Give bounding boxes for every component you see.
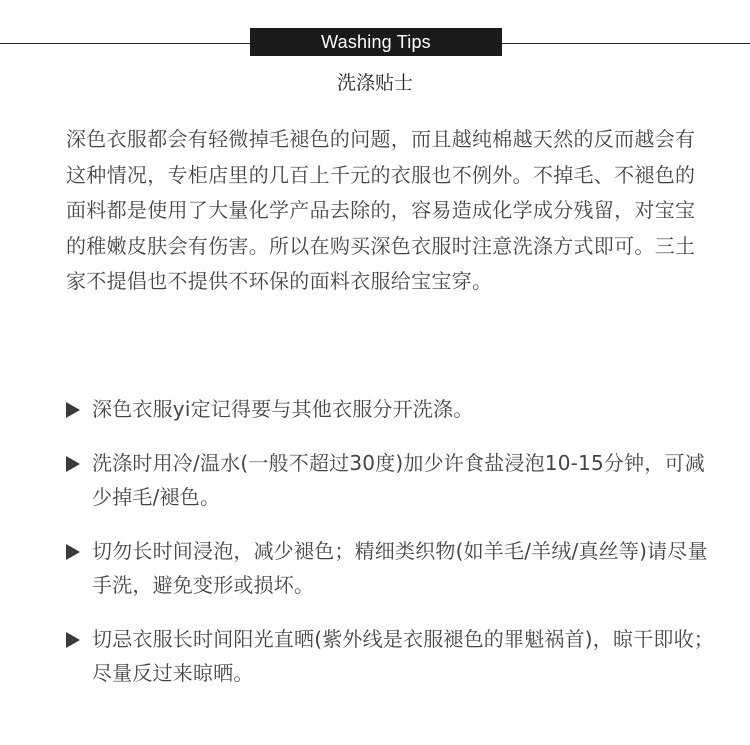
tip-item [66,392,716,426]
page-subtitle: 洗涤贴士 [336,72,413,94]
header-title-badge: Washing Tips [250,28,502,56]
header-divider-right [502,43,750,44]
tips-list [66,392,716,690]
tip-text: 深色衣服yi定记得要与其他衣服分开洗涤。 [92,397,474,421]
intro-paragraph: 深色衣服都会有轻微掉毛褪色的问题，而且越纯棉越天然的反而越会有这种情况，专柜店里的几百上千元的衣服也不例外。不掉毛、不褪色的面料都是使用了大量化学产品去除的，容易造成化学成分残留，对宝宝的稚嫩皮肤会有伤害。所以在购买深色衣服时注意洗涤方式即可。三土家不提倡也不提供不环保的面料衣服给宝宝穿。 [66,127,696,294]
tip-item [66,534,716,602]
tip-text: 切勿长时间浸泡，减少褪色；精细类织物(如羊毛/羊绒/真丝等)请尽量手洗，避免变形或损坏。 [92,539,708,597]
play-arrow-icon [66,456,80,472]
tip-item [66,446,716,514]
tip-text: 洗涤时用冷/温水(一般不超过30度)加少许食盐浸泡10-15分钟，可减少掉毛/褪色。 [92,451,705,509]
tip-item [66,622,716,690]
play-arrow-icon [66,544,80,560]
play-arrow-icon [66,402,80,418]
section-header [0,28,750,56]
play-arrow-icon [66,632,80,648]
header-divider-left [0,43,250,44]
tip-text: 切忌衣服长时间阳光直晒(紫外线是衣服褪色的罪魁祸首)，晾干即收；尽量反过来晾晒。 [92,627,715,685]
